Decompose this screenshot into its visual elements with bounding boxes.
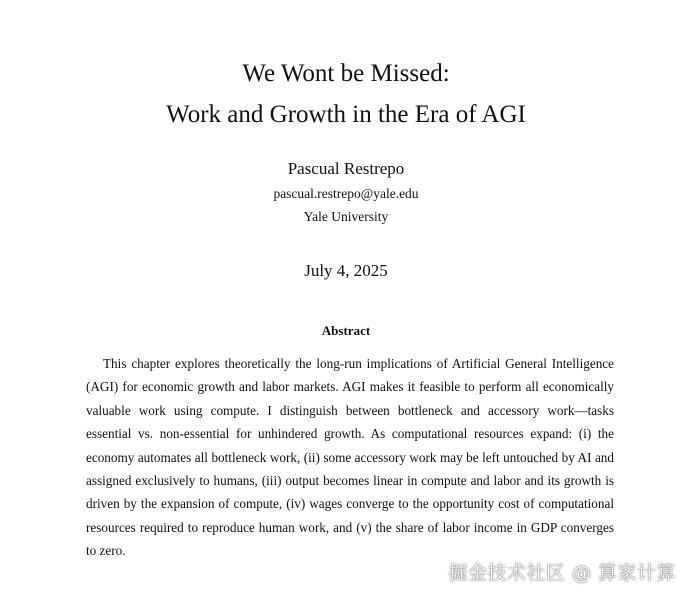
watermark: 掘金技术社区 @ 算家计算: [448, 562, 676, 584]
paper-title-line-1: We Wont be Missed:: [242, 60, 450, 87]
author-name: Pascual Restrepo: [287, 159, 405, 178]
abstract-heading: Abstract: [321, 323, 371, 338]
abstract-text: This chapter explores theoretically the long-run implications of Artificial General Intelligence (AGI) for economic growth and labor markets. AGI makes it feasible to perform all economically valuable work using compute. I distinguish between bottleneck and accessory work—tasks essential vs. non-essential for unhindered growth. As computational resources expand: (i) the economy automates all bottleneck work, (ii) some accessory work may be left untouched by AI and assigned exclusively to humans, (iii) output becomes linear in compute and labor and its growth is driven by the expansion of compute, (iv) wages converge to the opportunity cost of computational resources required to reproduce human work, and (v) the share of labor income in GDP converges to zero.: [86, 356, 614, 559]
paper-title-line-2: Work and Growth in the Era of AGI: [166, 101, 526, 128]
author-email: pascual.restrepo@yale.edu: [273, 186, 419, 201]
publication-date: July 4, 2025: [304, 261, 388, 280]
author-affiliation: Yale University: [303, 209, 389, 224]
